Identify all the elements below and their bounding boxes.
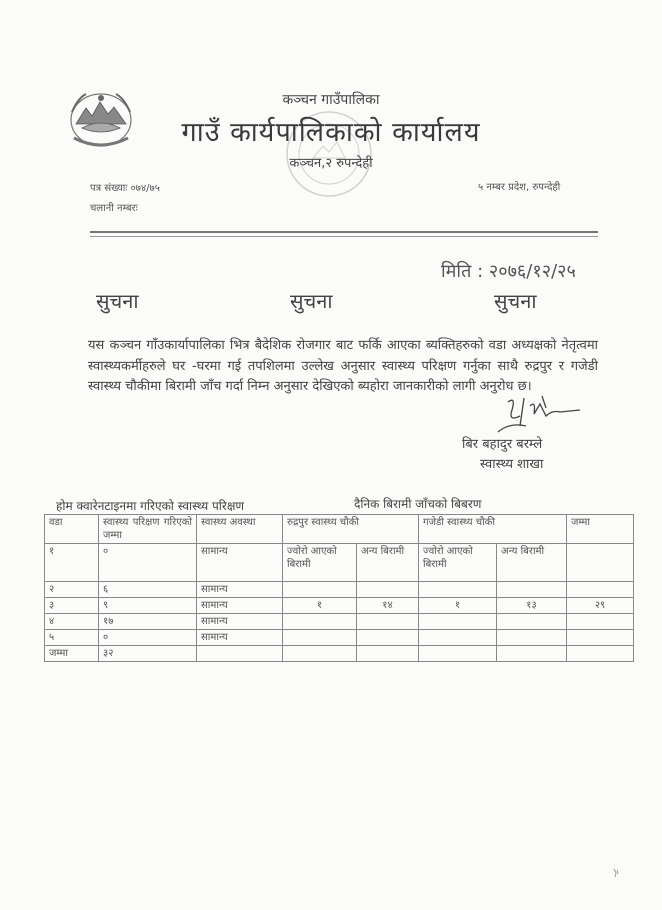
table-row (45, 630, 634, 646)
letter-date: मिति : २०७६/१२/२५ (441, 261, 576, 282)
reference-number: पत्र संख्याः ०७४/७५ (90, 183, 160, 194)
signatory-name: बिर बहादुर बरम्ले (462, 437, 543, 452)
notice-heading-3: सुचना (494, 289, 537, 313)
table-row (45, 582, 634, 598)
cell-tested: ९ (99, 598, 197, 614)
notice-body: यस कञ्चन गाँउकार्यापालिका भित्र बैदेशिक रोजगार बाट फर्कि आएका ब्यक्तिहरुको वडा अध्यक्षको नेतृत्वमा स्वास्थ्यकर्मीहरुले घर -घरमा गई तपशिलमा उल्लेख अनुसार स्वास्थ्य परिक्षण गर्नुका साथै रुद्रपुर र गजेडी स्वास्थ्य चौकीमा बिरामी जाँच गर्दा निम्न अनुसार देखिएको ब्यहोरा जानकारीको लागी अनुरोध छ। (88, 338, 598, 394)
cell-total: २९ (567, 598, 634, 614)
header-gajedi: गजेडी स्वास्थ्य चौकी (419, 515, 567, 544)
cell-ward: ५ (45, 630, 99, 646)
header-divider-thin (90, 236, 598, 237)
cell-tested: १७ (99, 614, 197, 630)
cell-condition: सामान्य (197, 582, 283, 598)
cell-condition: सामान्य (197, 630, 283, 646)
header-rudrapur: रुद्रपुर स्वास्थ्य चौकी (283, 515, 419, 544)
cell-tested: ० (99, 630, 197, 646)
cell-gajedi-fever: १ (419, 598, 497, 614)
cell-condition: सामान्य (197, 598, 283, 614)
province-label: ५ नम्बर प्रदेश, रुपन्देही (478, 182, 561, 193)
cell-condition: सामान्य (197, 544, 283, 582)
subheader-rudrapur-fever: ज्वोरो आएको बिरामी (283, 544, 357, 582)
dispatch-number: चलानी नम्बरः (90, 203, 138, 214)
signature-icon (490, 392, 585, 437)
cell-ward: २ (45, 582, 99, 598)
cell-tested: ० (99, 544, 197, 582)
cell-tested: ६ (99, 582, 197, 598)
health-data-table (44, 514, 634, 662)
header-divider (90, 231, 598, 233)
header-total: जम्मा (567, 515, 634, 544)
cell-total (567, 544, 634, 582)
notice-heading-1: सुचना (96, 289, 139, 313)
total-tested: ३२ (99, 646, 197, 662)
total-label: जम्मा (45, 646, 99, 662)
daily-checkup-caption: दैनिक बिरामी जाँचको बिबरण (354, 497, 482, 511)
signatory-department: स्वास्थ्य शाखा (480, 457, 544, 472)
subheader-gajedi-fever: ज्वोरो आएको बिरामी (419, 544, 497, 582)
subheader-gajedi-other: अन्य बिरामी (497, 544, 567, 582)
header-tested: स्वास्थ्य परिक्षण गरिएको जम्मा (99, 515, 197, 544)
cell-condition: सामान्य (197, 614, 283, 630)
cell-ward: १ (45, 544, 99, 582)
quarantine-caption: होम क्वारेनटाइनमा गरिएको स्वास्थ्य परिक्षण (56, 499, 245, 513)
cell-ward: ४ (45, 614, 99, 630)
table-row (45, 544, 634, 582)
header-condition: स्वास्थ्य अवस्था (197, 515, 283, 544)
ink-speck-icon (612, 868, 620, 878)
table-row (45, 614, 634, 630)
cell-ward: ३ (45, 598, 99, 614)
subheader-rudrapur-other: अन्य बिरामी (357, 544, 419, 582)
municipality-name: कञ्चन गाउँपालिका (282, 92, 380, 108)
table-row (45, 598, 634, 614)
header-ward: वडा (45, 515, 99, 544)
cell-gajedi-other: १३ (497, 598, 567, 614)
cell-rudrapur-other: १४ (357, 598, 419, 614)
notice-heading-2: सुचना (290, 289, 333, 313)
office-title: गाउँ कार्यपालिकाको कार्यालय (181, 117, 481, 148)
table-total-row (45, 646, 634, 662)
office-address: कञ्चन,२ रुपन्देही (289, 156, 373, 171)
table-header-row (45, 515, 634, 544)
cell-rudrapur-fever: १ (283, 598, 357, 614)
